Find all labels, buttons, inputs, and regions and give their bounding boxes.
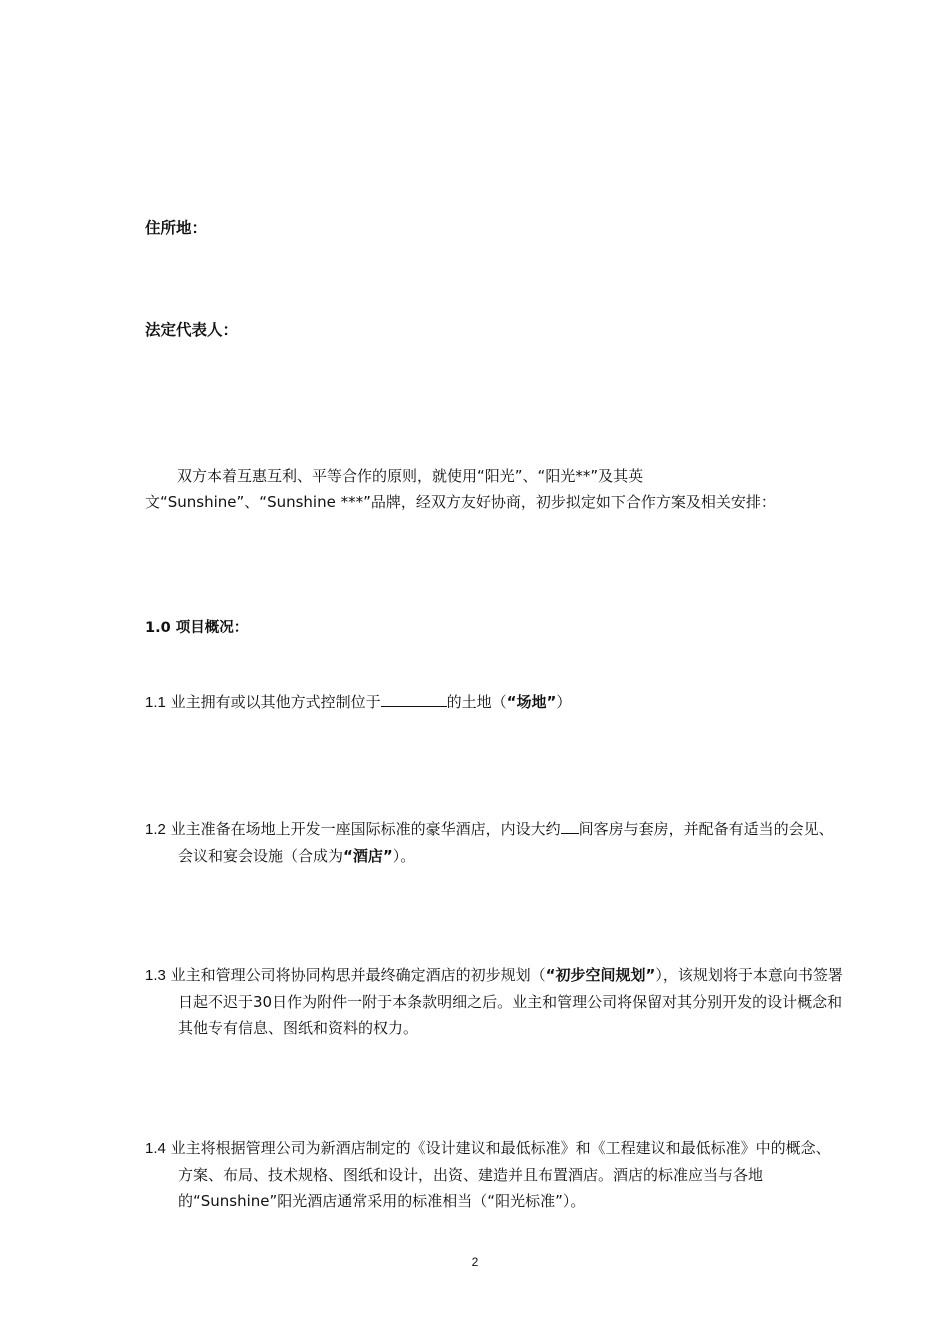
clause-text: 业主和管理公司将协同构思并最终确定酒店的初步规划（ — [170, 966, 546, 984]
clause-text: ） — [556, 693, 572, 711]
defined-term: “酒店” — [343, 847, 393, 865]
clause-text: ）。 — [392, 847, 416, 865]
clause-1-4 — [145, 1135, 843, 1214]
clause-1-1 — [145, 688, 843, 716]
clause-number: 1.3 — [145, 967, 166, 984]
clause-text: 间客房与套房，并配备有适当的会见、会议和宴会设施（合成为 — [178, 820, 834, 865]
clause-number: 1.2 — [145, 821, 166, 838]
blank-location-field — [381, 688, 447, 707]
address-label: 住所地： — [145, 219, 208, 237]
legal-representative-label: 法定代表人： — [145, 321, 239, 339]
page-number: 2 — [471, 1255, 479, 1269]
clause-text: ），该规划将于本意向书签署日起不迟于30日作为附件一附于本条款明细之后。业主和管理公司将保留对其分别开发的设计概念和其他专有信息、图纸和资料的权力。 — [178, 966, 843, 1037]
clause-text: 业主将根据管理公司为新酒店制定的《设计建议和最低标准》和《工程建议和最低标准》中的概念、方案、布局、技术规格、图纸和设计，出资、建造并且布置酒店。酒店的标准应当与各地的“Sunshine”阳光酒店通常采用的标准相当（“阳光标准”）。 — [170, 1139, 831, 1210]
blank-room-count-field — [561, 815, 579, 834]
clause-text: 业主拥有或以其他方式控制位于 — [170, 693, 381, 711]
clause-1-3 — [145, 962, 843, 1041]
clause-number: 1.4 — [145, 1140, 166, 1157]
intro-paragraph: 双方本着互惠互利、平等合作的原则，就使用“阳光”、“阳光**”及其英文“Sunshine”、“Sunshine ***”品牌，经双方友好协商，初步拟定如下合作方案及相关安排： — [145, 467, 776, 511]
section-heading: 1.0 项目概况： — [145, 620, 249, 636]
clause-text: 业主准备在场地上开发一座国际标准的豪华酒店，内设大约 — [170, 820, 561, 838]
defined-term: “初步空间规划” — [545, 966, 656, 984]
clause-text: 的土地（ — [446, 693, 507, 711]
defined-term: “场地” — [506, 693, 557, 711]
clause-1-2 — [145, 815, 843, 869]
clause-number: 1.1 — [145, 694, 166, 711]
